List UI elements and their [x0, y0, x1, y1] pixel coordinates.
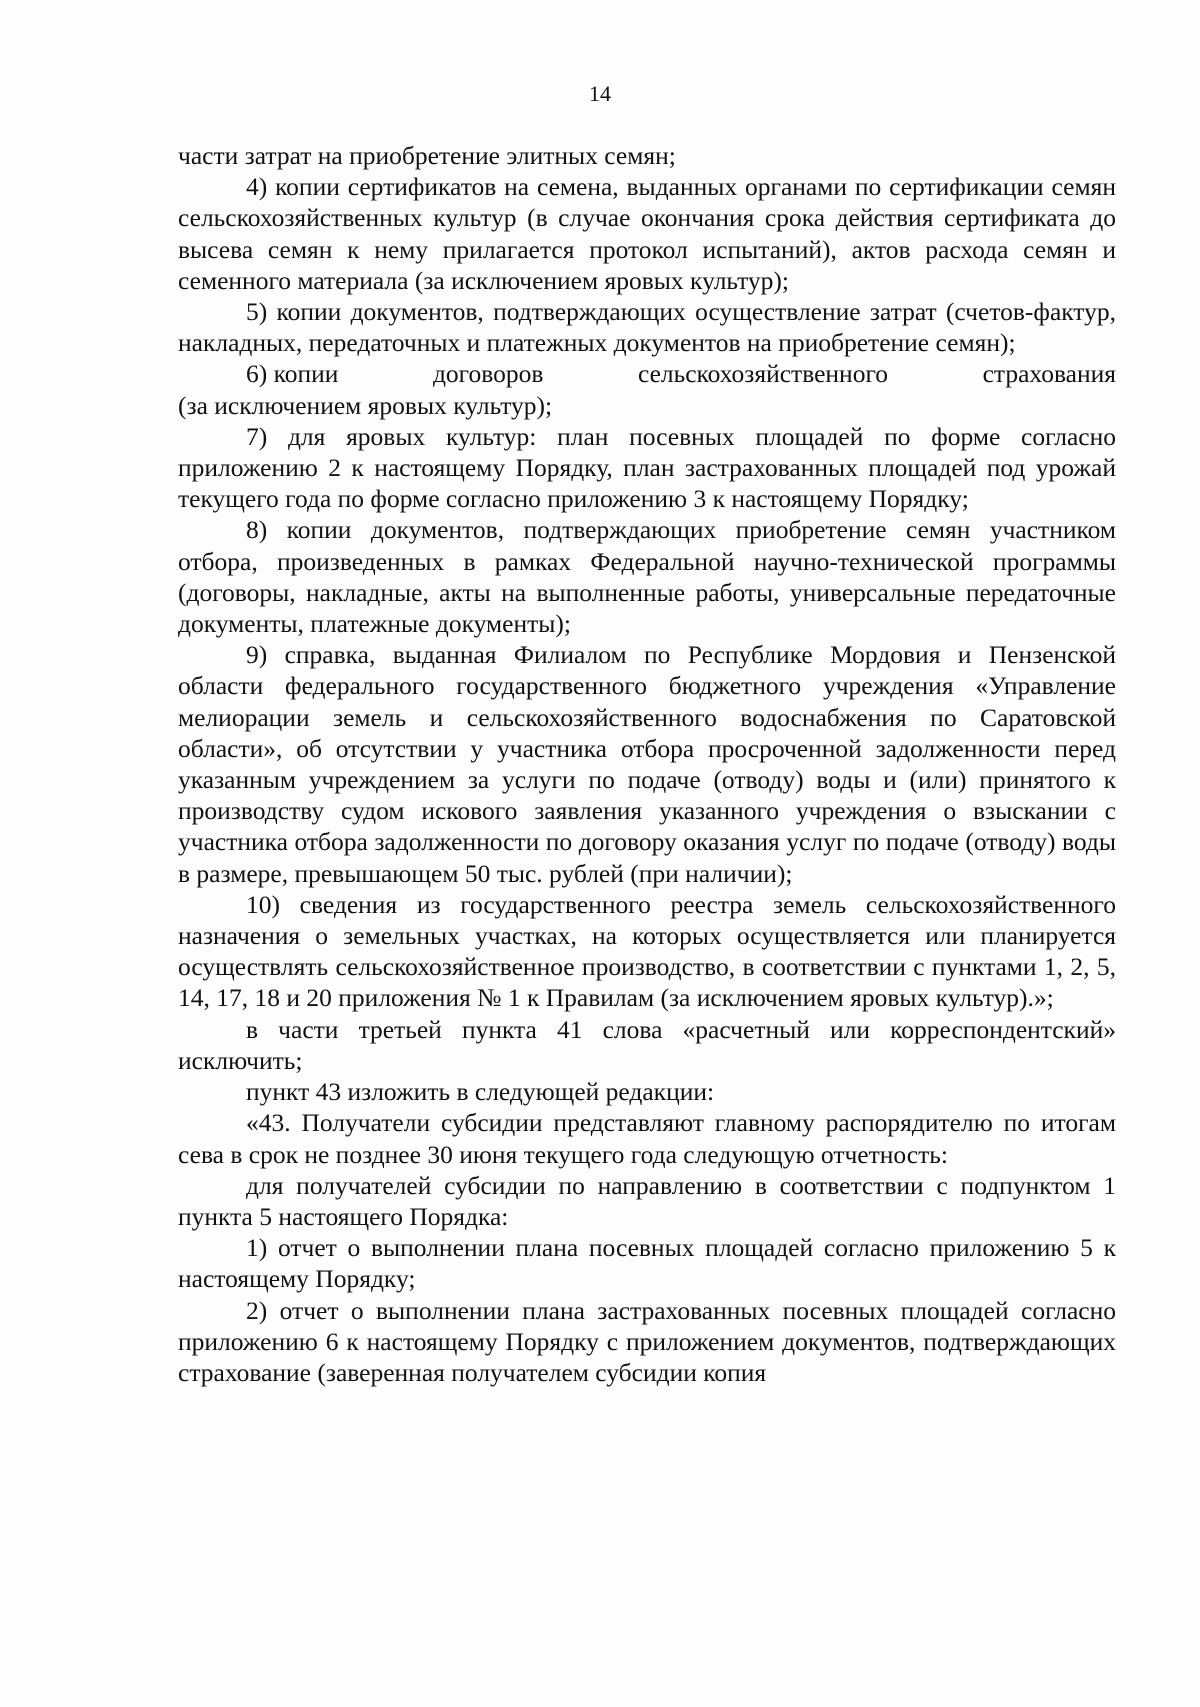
paragraph-item-10: 10) сведения из государственного реестра земель сельскохозяйственного назначения о земельных участках, на которых осуществляется или планируется осуществлять сельскохозяйственное производство, в соответствии с пунктами 1, 2, 5, 14, 17, 18 и 20 приложения № 1 к Правилам (за исключением яровых культур).»; [178, 889, 1116, 1013]
paragraph-report-2: 2) отчет о выполнении плана застрахованных посевных площадей согласно приложению 6 к настоящему Порядку с приложением документов, подтверждающих страхование (заверенная получателем субсидии копия [178, 1295, 1116, 1387]
paragraph-point-41: в части третьей пункта 41 слова «расчетный или корреспондентский» исключить; [178, 1014, 1116, 1075]
paragraph-item-8: 8) копии документов, подтверждающих приобретение семян участником отбора, произведенных в рамках Федеральной научно-технической программы (договоры, накладные, акты на выполненные работы, универсальные передаточные документы, платежные документы); [178, 515, 1116, 639]
paragraph-item-7: 7) для яровых культур: план посевных площадей по форме согласно приложению 2 к настоящему Порядку, план застрахованных площадей под урожай текущего года по форме согласно приложению 3 к настоящему Порядку; [178, 421, 1116, 514]
document-body [178, 140, 1116, 1388]
paragraph-continuation: части затрат на приобретение элитных семян; [178, 141, 676, 170]
paragraph-item-9: 9) справка, выданная Филиалом по Республике Мордовия и Пензенской области федерального государственного бюджетного учреждения «Управление мелиорации земель и сельскохозяйственного водоснабжения по Саратовской области», об отсутствии у участника отбора просроченной задолженности перед указанным учреждением за услуги по подаче (отводу) воды и (или) принятого к производству судом искового заявления указанного учреждения о взыскании с участника отбора задолженности по договору оказания услуг по подаче (отводу) воды в размере, превышающем 50 тыс. рублей (при наличии); [178, 640, 1116, 888]
paragraph-item-4: 4) копии сертификатов на семена, выданных органами по сертификации семян сельскохозяйственных культур (в случае окончания срока действия сертификата до высева семян к нему прилагается протокол испытаний), актов расхода семян и семенного материала (за исключением яровых культур); [178, 172, 1116, 295]
item-6-word-3: сельскохозяйственного [637, 359, 889, 389]
paragraph-point-43-intro: пункт 43 изложить в следующей редакции: [246, 1077, 715, 1107]
paragraph-point-43: «43. Получатели субсидии представляют главному распорядителю по итогам сева в срок не позднее 30 июня текущего года следующую отчетность: [178, 1108, 1116, 1169]
item-6-word-4: страхования [982, 359, 1116, 389]
page-number: 14 [589, 81, 611, 106]
paragraph-item-6-continuation: (за исключением яровых культур); [178, 390, 553, 420]
item-6-word-2: договоров [432, 359, 544, 389]
paragraph-recipients: для получателей субсидии по направлению в соответствии с подпунктом 1 пункта 5 настоящего Порядка: [178, 1170, 1116, 1231]
paragraph-item-5: 5) копии документов, подтверждающих осуществление затрат (счетов-фактур, накладных, передаточных и платежных документов на приобретение семян); [178, 297, 1116, 358]
paragraph-report-1: 1) отчет о выполнении плана посевных площадей согласно приложению 5 к настоящему Порядку; [178, 1233, 1116, 1294]
paragraph-item-6-first-line [178, 358, 1116, 389]
item-6-word-1: 6) копии [246, 359, 339, 389]
